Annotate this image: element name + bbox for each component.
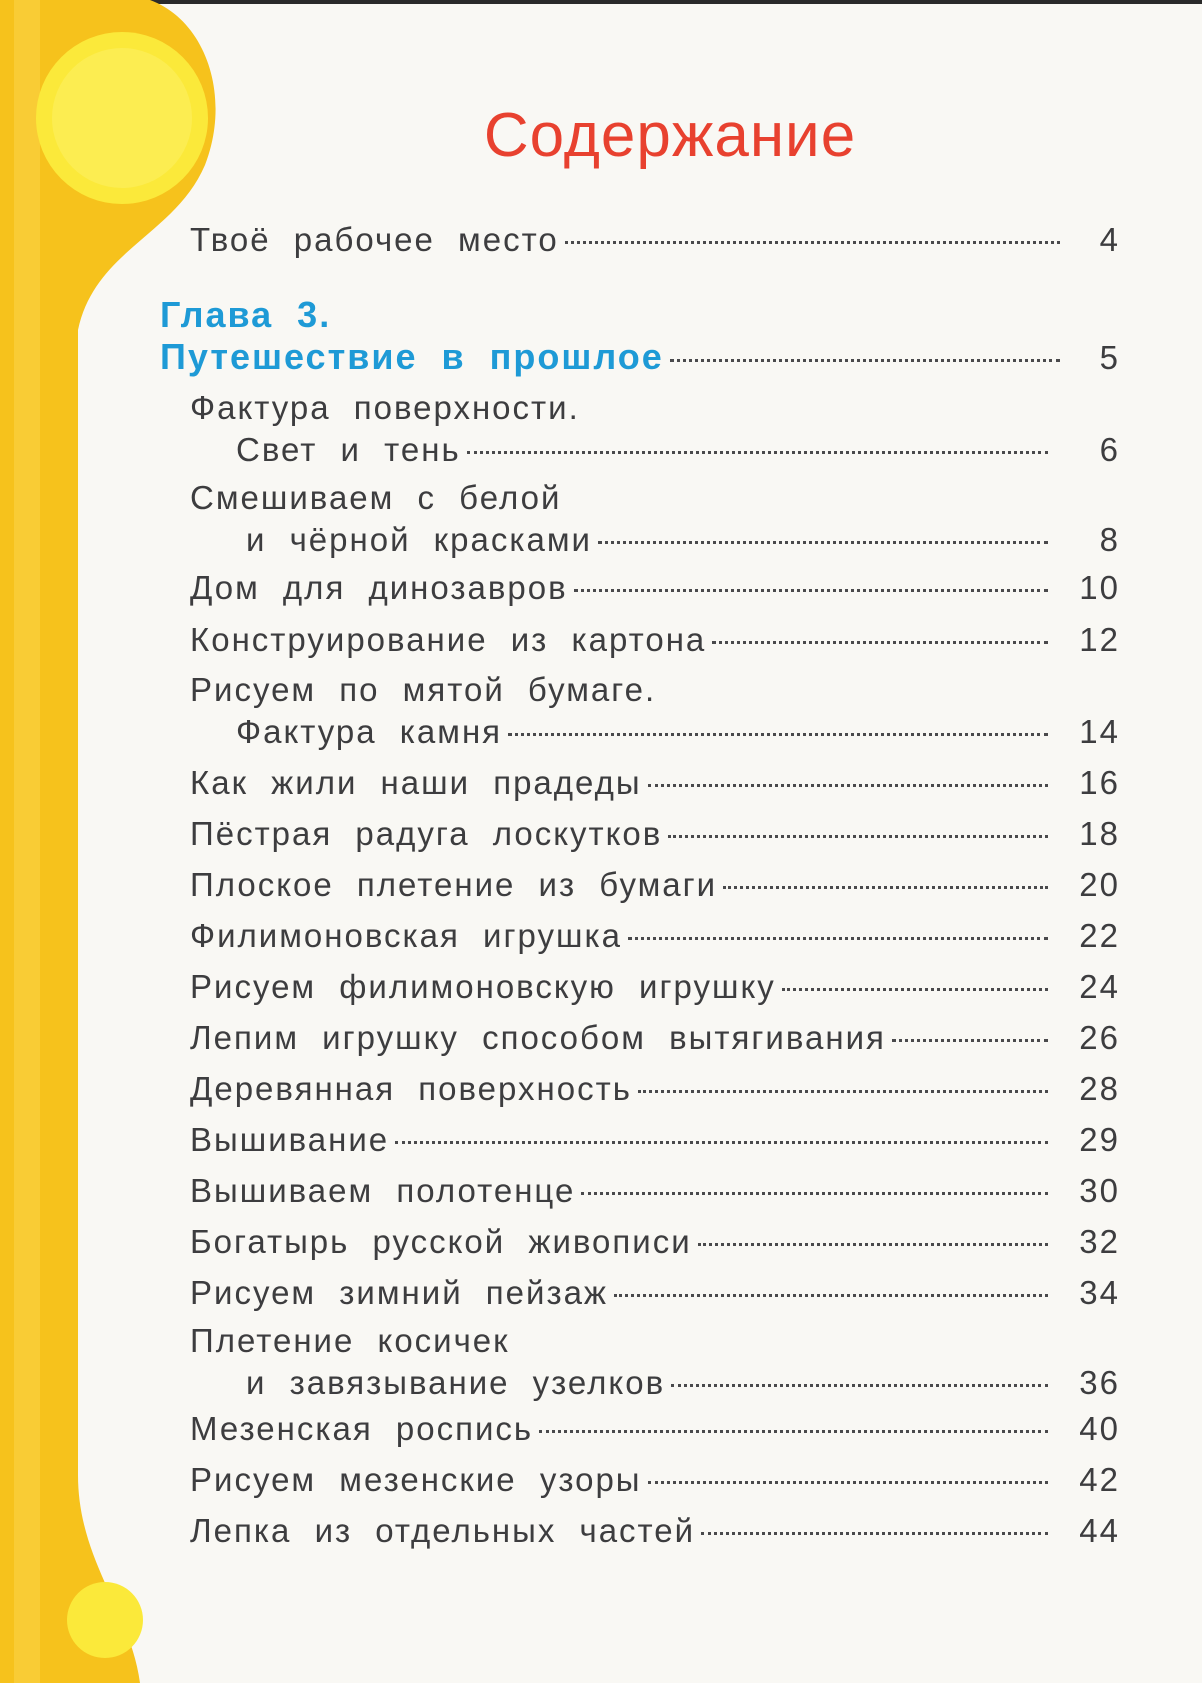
toc-entry[interactable] (190, 1017, 1120, 1059)
chapter-title: Путешествие в прошлое (160, 336, 664, 377)
toc-page-number: 40 (1079, 1410, 1120, 1447)
toc-entry-label: Лепим игрушку способом вытягивания (190, 1019, 886, 1056)
toc-entry-label: Пёстрая радуга лоскутков (190, 815, 663, 852)
toc-entry[interactable] (190, 1221, 1120, 1263)
toc-entry-label: Рисуем мезенские узоры (190, 1461, 642, 1498)
toc-page-number: 22 (1079, 917, 1120, 954)
toc-page-number: 6 (1099, 431, 1120, 468)
toc-entry[interactable] (190, 813, 1120, 855)
chapter-number: Глава 3. (160, 294, 332, 335)
toc-entry[interactable] (190, 1170, 1120, 1212)
dot-leader (539, 1430, 1048, 1433)
toc-entry-label-line1: Рисуем по мятой бумаге. (190, 671, 657, 708)
toc-entry-label-line2: и чёрной красками (246, 521, 592, 558)
toc-entry-label: Богатырь русской живописи (190, 1223, 692, 1260)
dot-leader (698, 1243, 1048, 1246)
toc-entry[interactable] (190, 477, 1120, 561)
dot-leader (467, 451, 1048, 454)
dot-leader (574, 589, 1048, 592)
toc-page-number: 42 (1079, 1461, 1120, 1498)
dot-leader (723, 886, 1048, 889)
toc-entry-intro[interactable] (190, 219, 1120, 261)
dot-leader (565, 241, 1060, 244)
toc-entry[interactable] (190, 1459, 1120, 1501)
toc-entry[interactable] (190, 387, 1120, 471)
toc-page-number: 16 (1079, 764, 1120, 801)
toc-page-number: 18 (1079, 815, 1120, 852)
toc-entry-label-line1: Плетение косичек (190, 1322, 510, 1359)
toc-entry-label: Вышиваем полотенце (190, 1172, 576, 1209)
toc-entry[interactable] (190, 915, 1120, 957)
toc-entry-label: Конструирование из картона (190, 621, 707, 658)
toc-entry-label-line2: Свет и тень (236, 431, 461, 468)
chapter-heading[interactable] (160, 294, 1120, 379)
toc-entry[interactable] (190, 1320, 1120, 1404)
dot-leader (638, 1090, 1048, 1093)
toc-entry-label-line2: и завязывание узелков (246, 1364, 666, 1401)
chapter-page-number: 5 (1099, 339, 1120, 376)
toc-page-number: 36 (1079, 1364, 1120, 1401)
toc-page-number: 14 (1079, 713, 1120, 750)
dot-leader (598, 541, 1048, 544)
toc-entry[interactable] (190, 864, 1120, 906)
toc-entry-label: Мезенская роспись (190, 1410, 534, 1447)
toc-entry-label: Лепка из отдельных частей (190, 1512, 696, 1549)
toc-page-number: 20 (1079, 866, 1120, 903)
dot-leader (782, 988, 1048, 991)
toc-entry-label: Вышивание (190, 1121, 390, 1158)
dot-leader (670, 359, 1060, 362)
toc-page-number: 34 (1079, 1274, 1120, 1311)
toc-page-number: 8 (1099, 521, 1120, 558)
toc-page-number: 32 (1079, 1223, 1120, 1260)
toc-entry[interactable] (190, 1408, 1120, 1450)
toc-entry[interactable] (190, 1119, 1120, 1161)
dot-leader (395, 1141, 1048, 1144)
toc-entry-label-line1: Фактура поверхности. (190, 389, 580, 426)
dot-leader (892, 1039, 1048, 1042)
toc-page-number: 29 (1079, 1121, 1120, 1158)
dot-leader (701, 1532, 1048, 1535)
dot-leader (648, 784, 1048, 787)
band-highlight (14, 0, 40, 1683)
toc-entry-label: Деревянная поверхность (190, 1070, 632, 1107)
dot-leader (628, 937, 1048, 940)
toc-entry[interactable] (190, 619, 1120, 661)
toc-entry-label-line2: Фактура камня (236, 713, 503, 750)
toc-entry-label: Дом для динозавров (190, 569, 568, 606)
toc-entry-label: Рисуем зимний пейзаж (190, 1274, 609, 1311)
dot-leader (508, 733, 1048, 736)
dot-leader (648, 1481, 1048, 1484)
toc-entry[interactable] (190, 762, 1120, 804)
toc-page-number: 28 (1079, 1070, 1120, 1107)
table-of-contents (160, 0, 1120, 1683)
toc-entry[interactable] (190, 669, 1120, 753)
dot-leader (581, 1192, 1048, 1195)
toc-entry[interactable] (190, 567, 1120, 609)
toc-entry-label: Как жили наши прадеды (190, 764, 642, 801)
dot-leader (712, 641, 1048, 644)
toc-entry[interactable] (190, 1510, 1120, 1552)
toc-entry[interactable] (190, 966, 1120, 1008)
toc-page-number: 30 (1079, 1172, 1120, 1209)
toc-entry[interactable] (190, 1272, 1120, 1314)
toc-entry-label: Рисуем филимоновскую игрушку (190, 968, 776, 1005)
toc-entry-label: Твоё рабочее место (190, 221, 559, 258)
toc-entry[interactable] (190, 1068, 1120, 1110)
page-title: Содержание (483, 101, 857, 170)
dot-leader (671, 1384, 1048, 1387)
dot-leader (668, 835, 1048, 838)
toc-page-number: 44 (1079, 1512, 1120, 1549)
toc-page-number: 12 (1079, 621, 1120, 658)
toc-page-number: 24 (1079, 968, 1120, 1005)
sun-circle-bottom (67, 1582, 143, 1658)
dot-leader (614, 1294, 1048, 1297)
toc-page-number: 4 (1099, 221, 1120, 258)
toc-entry-label-line1: Смешиваем с белой (190, 479, 562, 516)
toc-entry-label: Плоское плетение из бумаги (190, 866, 718, 903)
toc-page-number: 26 (1079, 1019, 1120, 1056)
toc-page-number: 10 (1079, 569, 1120, 606)
toc-entry-label: Филимоновская игрушка (190, 917, 622, 954)
